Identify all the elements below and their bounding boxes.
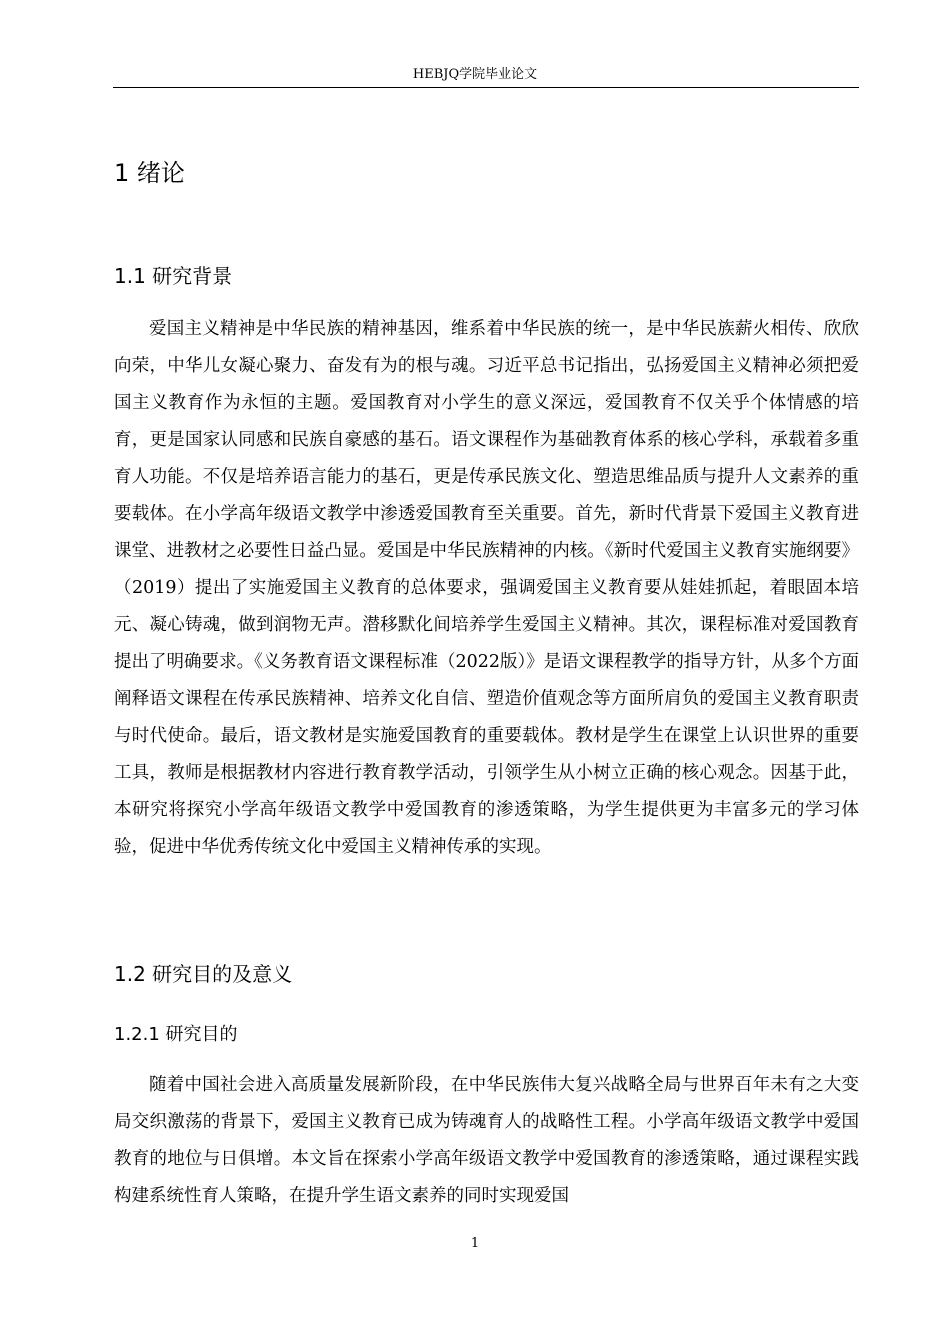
section-heading-1-1: 1.1 研究背景	[114, 264, 233, 288]
chapter-title: 1 绪论	[114, 159, 185, 187]
header-divider	[113, 87, 859, 88]
purpose-paragraph: 随着中国社会进入高质量发展新阶段，在中华民族伟大复兴战略全局与世界百年未有之大变局交织激荡的背景下，爱国主义教育已成为铸魂育人的战略性工程。小学高年级语文教学中爱国教育的地位与日俱增。本文旨在探索小学高年级语文教学中爱国教育的渗透策略，通过课程实践构建系统性育人策略，在提升学生语文素养的同时实现爱国	[114, 1075, 859, 1206]
section-heading-1-2: 1.2 研究目的及意义	[114, 962, 293, 986]
page-number: 1	[470, 1236, 480, 1251]
background-paragraph: 爱国主义精神是中华民族的精神基因，维系着中华民族的统一，是中华民族薪火相传、欣欣向荣，中华儿女凝心聚力、奋发有为的根与魂。习近平总书记指出，弘扬爱国主义精神必须把爱国主义教育作为永恒的主题。爱国教育对小学生的意义深远，爱国教育不仅关乎个体情感的培育，更是国家认同感和民族自豪感的基石。语文课程作为基础教育体系的核心学科，承载着多重育人功能。不仅是培养语言能力的基石，更是传承民族文化、塑造思维品质与提升人文素养的重要载体。在小学高年级语文教学中渗透爱国教育至关重要。首先，新时代背景下爱国主义教育进课堂、进教材之必要性日益凸显。爱国是中华民族精神的内核。《新时代爱国主义教育实施纲要》（2019）提出了实施爱国主义教育的总体要求，强调爱国主义教育要从娃娃抓起，着眼固本培元、凝心铸魂，做到润物无声。潜移默化间培养学生爱国主义精神。其次，课程标准对爱国教育提出了明确要求。《义务教育语文课程标准（2022版）》是语文课程教学的指导方针，从多个方面阐释语文课程在传承民族精神、培养文化自信、塑造价值观念等方面所肩负的爱国主义教育职责与时代使命。最后，语文教材是实施爱国教育的重要载体。教材是学生在课堂上认识世界的重要工具，教师是根据教材内容进行教育教学活动，引领学生从小树立正确的核心观念。因基于此，本研究将探究小学高年级语文教学中爱国教育的渗透策略，为学生提供更为丰富多元的学习体验，促进中华优秀传统文化中爱国主义精神传承的实现。	[114, 319, 859, 857]
page-header-title: HEBJQ学院毕业论文	[412, 67, 538, 82]
subsection-heading-1-2-1: 1.2.1 研究目的	[114, 1024, 238, 1045]
